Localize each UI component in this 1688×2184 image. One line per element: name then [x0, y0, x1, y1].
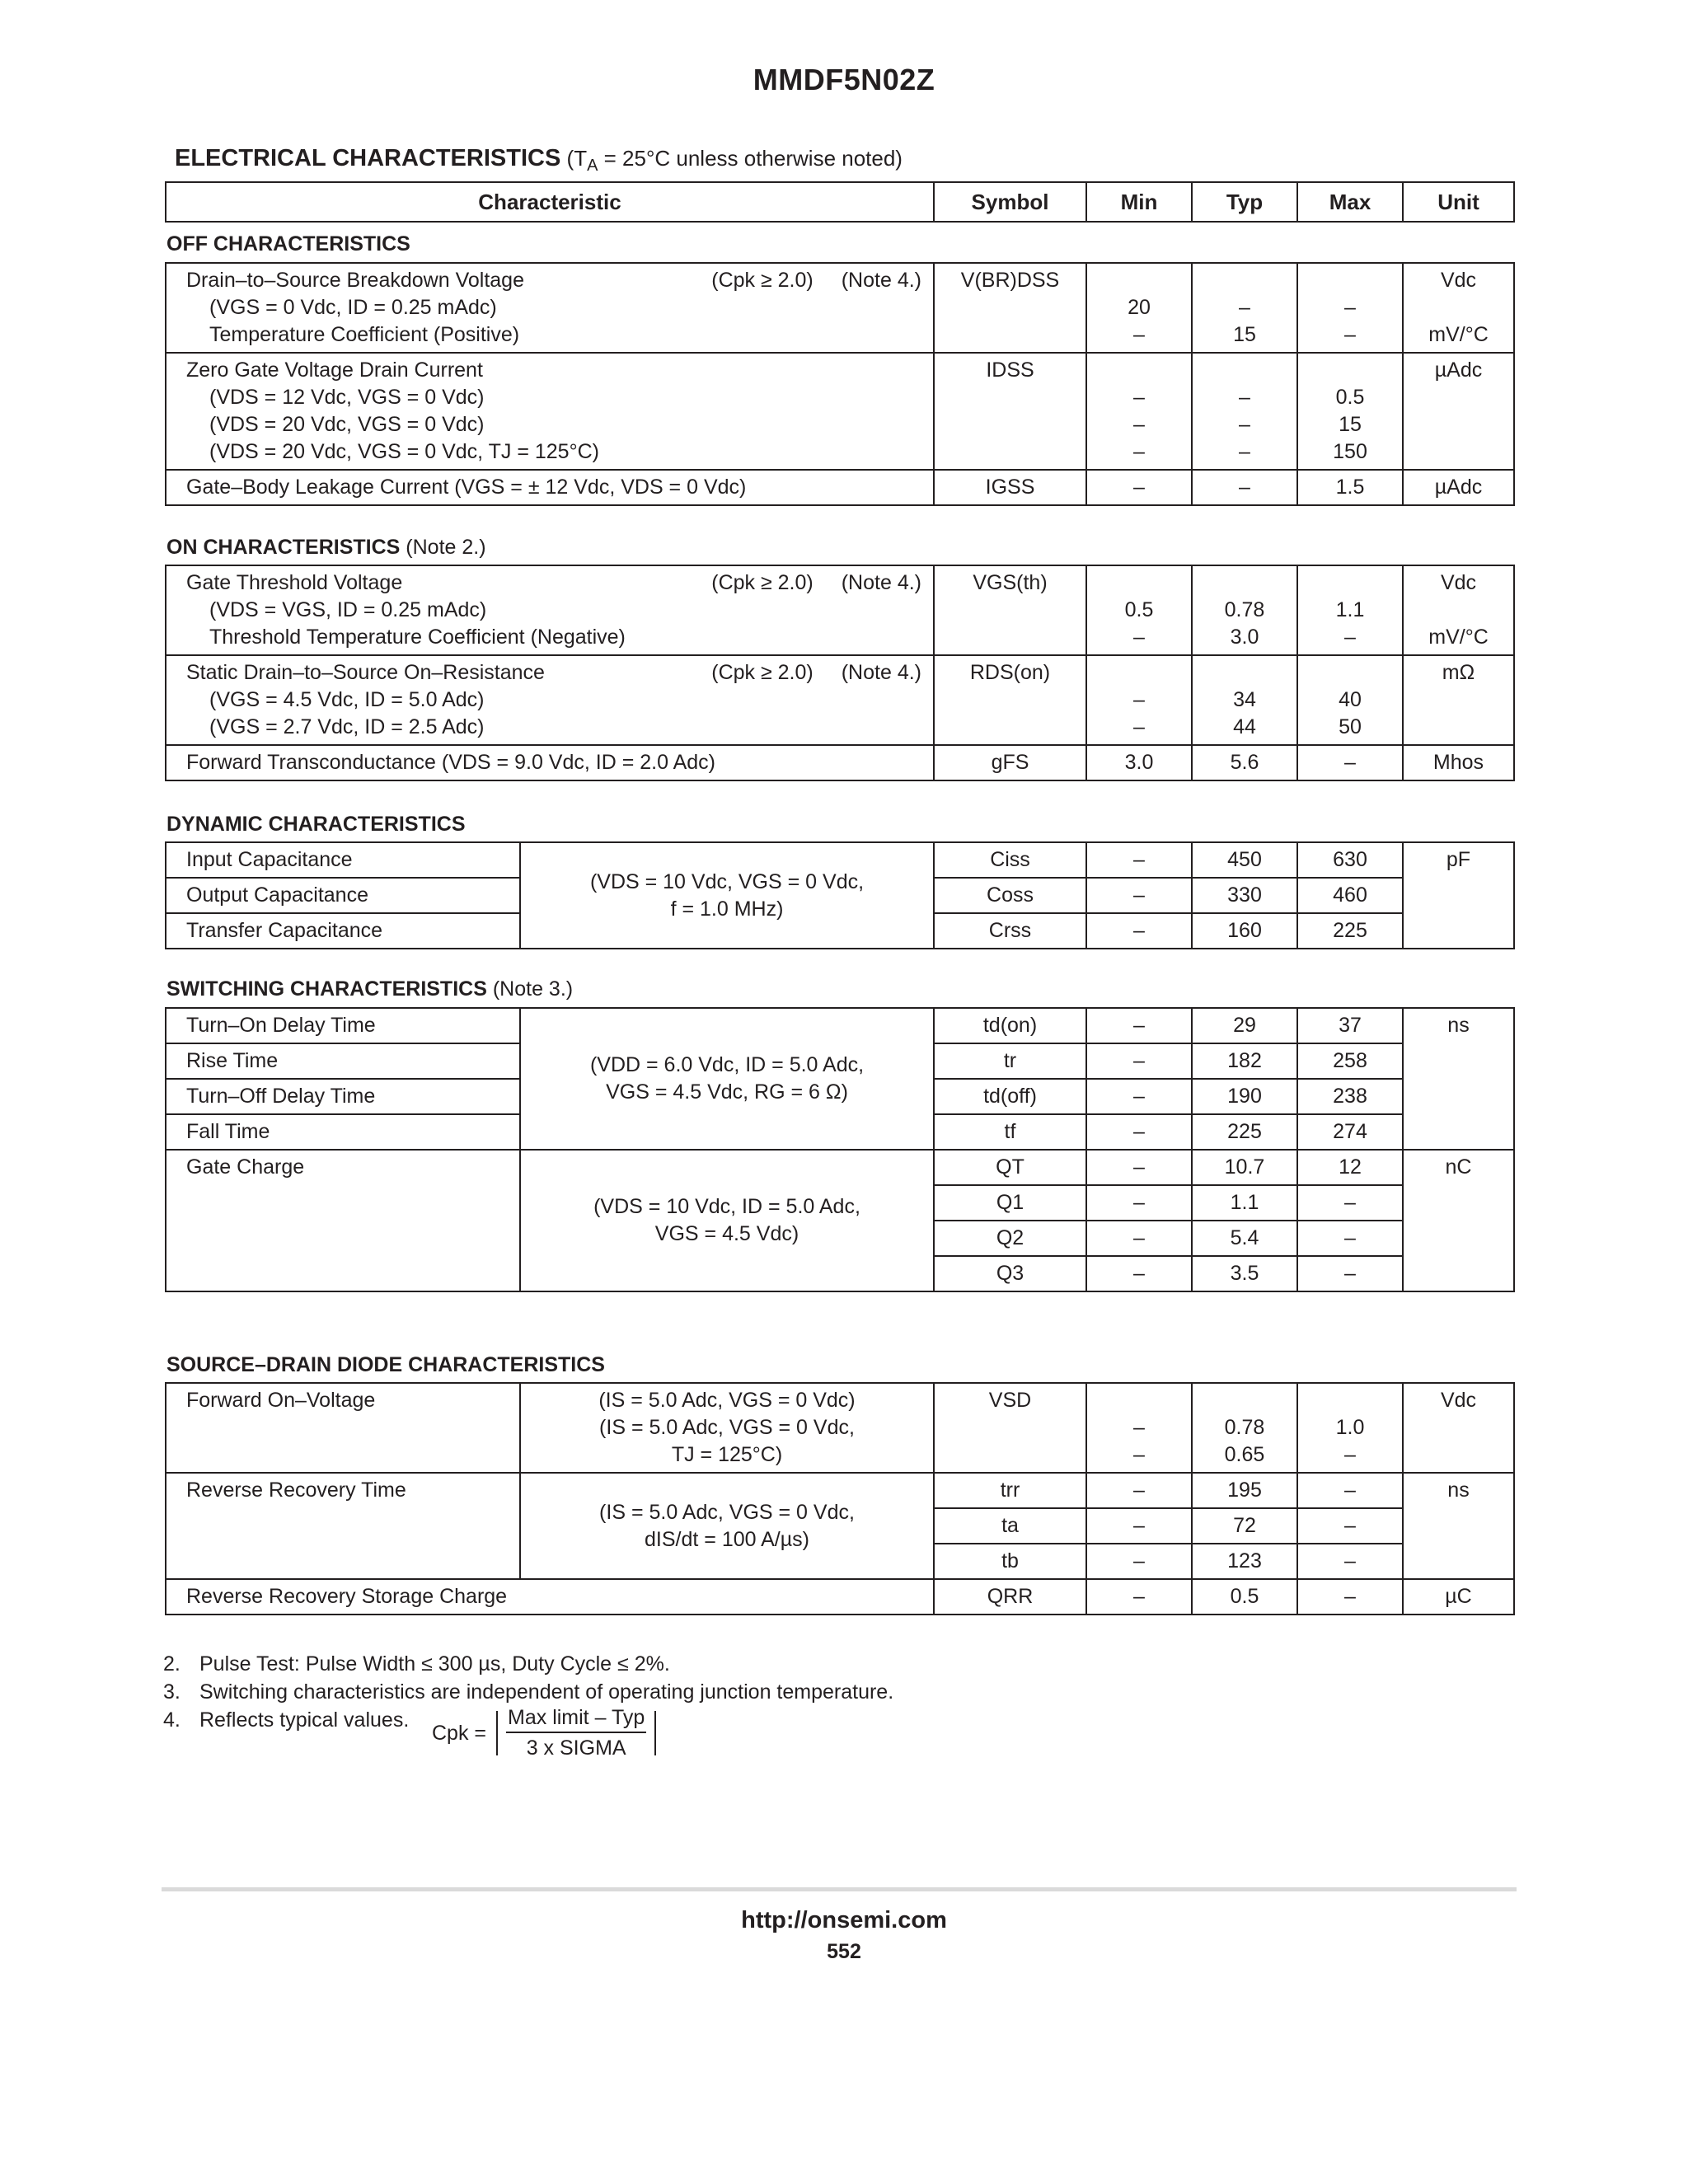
gate-charge-characteristic: Gate Charge	[166, 1150, 520, 1291]
igss-max: 1.5	[1297, 470, 1403, 505]
bvdss-min: 20 –	[1086, 263, 1192, 353]
q1-typ: 1.1	[1192, 1185, 1297, 1221]
tb-typ: 123	[1192, 1544, 1297, 1579]
idss-unit: µAdc	[1403, 353, 1514, 470]
qt-symbol: QT	[934, 1150, 1086, 1185]
qt-max: 12	[1297, 1150, 1403, 1185]
q2-min: –	[1086, 1221, 1192, 1256]
gfs-min: 3.0	[1086, 745, 1192, 780]
table-row	[166, 1008, 1514, 1043]
switching-test-conditions: (VDD = 6.0 Vdc, ID = 5.0 Adc, VGS = 4.5 Vdc, RG = 6 Ω)	[520, 1008, 934, 1150]
switching-characteristics-table	[165, 1007, 1515, 1292]
table-row	[166, 745, 1514, 780]
q2-max: –	[1297, 1221, 1403, 1256]
tdon-symbol: td(on)	[934, 1008, 1086, 1043]
tdon-typ: 29	[1192, 1008, 1297, 1043]
q3-max: –	[1297, 1256, 1403, 1291]
page-number: 552	[827, 1940, 861, 1963]
tdoff-typ: 190	[1192, 1079, 1297, 1114]
section-dynamic-title: DYNAMIC CHARACTERISTICS	[166, 813, 466, 836]
section-switching-title: SWITCHING CHARACTERISTICS (Note 3.)	[166, 977, 574, 1001]
q1-min: –	[1086, 1185, 1192, 1221]
ciss-max: 630	[1297, 842, 1403, 878]
bvdss-characteristic: Drain–to–Source Breakdown Voltage (Cpk ≥ 2.0) (Note 4.) (VGS = 0 Vdc, ID = 0.25 mAdc) Temperature Coefficient (Positive)	[166, 263, 934, 353]
trr-unit: ns	[1403, 1473, 1514, 1579]
gfs-unit: Mhos	[1403, 745, 1514, 780]
table-row	[166, 1150, 1514, 1185]
tdon-characteristic: Turn–On Delay Time	[166, 1008, 520, 1043]
q2-symbol: Q2	[934, 1221, 1086, 1256]
tf-typ: 225	[1192, 1114, 1297, 1150]
vgsth-max: 1.1 –	[1297, 565, 1403, 655]
bvdss-symbol: V(BR)DSS	[934, 263, 1086, 353]
section-on-title: ON CHARACTERISTICS (Note 2.)	[166, 536, 486, 559]
tf-characteristic: Fall Time	[166, 1114, 520, 1150]
gfs-symbol: gFS	[934, 745, 1086, 780]
tb-max: –	[1297, 1544, 1403, 1579]
q1-max: –	[1297, 1185, 1403, 1221]
dynamic-unit: pF	[1403, 842, 1514, 949]
gate-charge-unit: nC	[1403, 1150, 1514, 1291]
qrr-max: –	[1297, 1579, 1403, 1615]
tb-symbol: tb	[934, 1544, 1086, 1579]
table-row	[166, 565, 1514, 655]
qrr-characteristic: Reverse Recovery Storage Charge	[166, 1579, 934, 1615]
idss-typ: – – –	[1192, 353, 1297, 470]
table-row	[166, 353, 1514, 470]
cpk-fraction: $\frac{\text{Max limit – Typ}}{\text{3 x SIGMA}}$	[508, 1706, 645, 1760]
table-row	[166, 842, 1514, 878]
vsd-unit: Vdc	[1403, 1383, 1514, 1473]
ta-max: –	[1297, 1508, 1403, 1544]
vsd-characteristic: Forward On–Voltage	[166, 1383, 520, 1473]
vgsth-unit: Vdc mV/°C	[1403, 565, 1514, 655]
switching-unit: ns	[1403, 1008, 1514, 1150]
column-header-table	[165, 181, 1515, 223]
trr-max: –	[1297, 1473, 1403, 1508]
trr-symbol: trr	[934, 1473, 1086, 1508]
tb-min: –	[1086, 1544, 1192, 1579]
ciss-typ: 450	[1192, 842, 1297, 878]
vgsth-typ: 0.78 3.0	[1192, 565, 1297, 655]
table-row	[166, 470, 1514, 505]
coss-min: –	[1086, 878, 1192, 913]
rdson-symbol: RDS(on)	[934, 655, 1086, 745]
section-off-title: OFF CHARACTERISTICS	[166, 232, 410, 255]
gate-charge-test-conditions: (VDS = 10 Vdc, ID = 5.0 Adc, VGS = 4.5 Vdc)	[520, 1150, 934, 1291]
crss-max: 225	[1297, 913, 1403, 949]
bvdss-typ: – 15	[1192, 263, 1297, 353]
tr-max: 258	[1297, 1043, 1403, 1079]
table-row	[166, 263, 1514, 353]
crss-symbol: Crss	[934, 913, 1086, 949]
on-characteristics-table	[165, 565, 1515, 781]
igss-symbol: IGSS	[934, 470, 1086, 505]
idss-min: – – –	[1086, 353, 1192, 470]
col-symbol: Symbol	[934, 182, 1086, 222]
tr-symbol: tr	[934, 1043, 1086, 1079]
trr-characteristic: Reverse Recovery Time	[166, 1473, 520, 1579]
footer-url-link[interactable]: http://onsemi.com	[741, 1907, 947, 1933]
footer-divider	[162, 1887, 1517, 1891]
tdoff-min: –	[1086, 1079, 1192, 1114]
idss-max: 0.5 15 150	[1297, 353, 1403, 470]
trr-typ: 195	[1192, 1473, 1297, 1508]
table-row	[166, 1383, 1514, 1473]
trr-min: –	[1086, 1473, 1192, 1508]
ciss-characteristic: Input Capacitance	[166, 842, 520, 878]
tr-typ: 182	[1192, 1043, 1297, 1079]
q1-symbol: Q1	[934, 1185, 1086, 1221]
rdson-unit: mΩ	[1403, 655, 1514, 745]
tr-min: –	[1086, 1043, 1192, 1079]
table-row	[166, 1579, 1514, 1615]
idss-characteristic: Zero Gate Voltage Drain Current (VDS = 12 Vdc, VGS = 0 Vdc) (VDS = 20 Vdc, VGS = 0 Vdc) (VDS = 20 Vdc, VGS = 0 Vdc, TJ = 125°C)	[166, 353, 934, 470]
gfs-typ: 5.6	[1192, 745, 1297, 780]
vsd-max: 1.0 –	[1297, 1383, 1403, 1473]
bvdss-max: – –	[1297, 263, 1403, 353]
crss-min: –	[1086, 913, 1192, 949]
tdoff-max: 238	[1297, 1079, 1403, 1114]
tr-characteristic: Rise Time	[166, 1043, 520, 1079]
crss-typ: 160	[1192, 913, 1297, 949]
ta-typ: 72	[1192, 1508, 1297, 1544]
ciss-min: –	[1086, 842, 1192, 878]
diode-characteristics-table	[165, 1382, 1515, 1615]
igss-min: –	[1086, 470, 1192, 505]
gfs-characteristic: Forward Transconductance (VDS = 9.0 Vdc, ID = 2.0 Adc)	[166, 745, 934, 780]
tdoff-characteristic: Turn–Off Delay Time	[166, 1079, 520, 1114]
vsd-min: – –	[1086, 1383, 1192, 1473]
coss-typ: 330	[1192, 878, 1297, 913]
rdson-min: – –	[1086, 655, 1192, 745]
crss-characteristic: Transfer Capacitance	[166, 913, 520, 949]
ta-symbol: ta	[934, 1508, 1086, 1544]
col-max: Max	[1297, 182, 1403, 222]
q3-symbol: Q3	[934, 1256, 1086, 1291]
col-typ: Typ	[1192, 182, 1297, 222]
tdon-max: 37	[1297, 1008, 1403, 1043]
abs-bar-right	[654, 1711, 656, 1755]
vsd-test-conditions: (IS = 5.0 Adc, VGS = 0 Vdc) (IS = 5.0 Adc, VGS = 0 Vdc, TJ = 125°C)	[520, 1383, 934, 1473]
idss-symbol: IDSS	[934, 353, 1086, 470]
igss-typ: –	[1192, 470, 1297, 505]
dynamic-test-conditions: (VDS = 10 Vdc, VGS = 0 Vdc, f = 1.0 MHz)	[520, 842, 934, 949]
qrr-symbol: QRR	[934, 1579, 1086, 1615]
rdson-max: 40 50	[1297, 655, 1403, 745]
coss-characteristic: Output Capacitance	[166, 878, 520, 913]
off-characteristics-table	[165, 262, 1515, 506]
section-heading: ELECTRICAL CHARACTERISTICS ($T_A = 25^\circ C$ unless otherwise noted)	[175, 145, 903, 175]
qt-min: –	[1086, 1150, 1192, 1185]
footnote: 3. Switching characteristics are independent of operating junction temperature.	[163, 1680, 894, 1704]
rdson-typ: 34 44	[1192, 655, 1297, 745]
col-characteristic: Characteristic	[166, 182, 934, 222]
igss-characteristic: Gate–Body Leakage Current (VGS = ± 12 Vdc, VDS = 0 Vdc)	[166, 470, 934, 505]
footnote: 2. Pulse Test: Pulse Width ≤ 300 µs, Duty Cycle ≤ 2%.	[163, 1652, 670, 1675]
vgsth-min: 0.5 –	[1086, 565, 1192, 655]
ta-min: –	[1086, 1508, 1192, 1544]
tdoff-symbol: td(off)	[934, 1079, 1086, 1114]
vsd-typ: 0.78 0.65	[1192, 1383, 1297, 1473]
tf-symbol: tf	[934, 1114, 1086, 1150]
vgsth-characteristic: Gate Threshold Voltage (Cpk ≥ 2.0) (Note 4.) (VDS = VGS, ID = 0.25 mAdc) Threshold Temperature Coefficient (Negative)	[166, 565, 934, 655]
coss-symbol: Coss	[934, 878, 1086, 913]
abs-bar-left	[496, 1711, 498, 1755]
qrr-min: –	[1086, 1579, 1192, 1615]
qt-typ: 10.7	[1192, 1150, 1297, 1185]
col-unit: Unit	[1403, 182, 1514, 222]
gfs-max: –	[1297, 745, 1403, 780]
rdson-characteristic: Static Drain–to–Source On–Resistance (Cpk ≥ 2.0) (Note 4.) (VGS = 4.5 Vdc, ID = 5.0 Adc) (VGS = 2.7 Vdc, ID = 2.5 Adc)	[166, 655, 934, 745]
tdon-min: –	[1086, 1008, 1192, 1043]
trr-test-conditions: (IS = 5.0 Adc, VGS = 0 Vdc, dIS/dt = 100 A/µs)	[520, 1473, 934, 1579]
ciss-symbol: Ciss	[934, 842, 1086, 878]
bvdss-unit: Vdc mV/°C	[1403, 263, 1514, 353]
q3-typ: 3.5	[1192, 1256, 1297, 1291]
page-title: MMDF5N02Z	[753, 63, 935, 96]
vgsth-symbol: VGS(th)	[934, 565, 1086, 655]
qrr-unit: µC	[1403, 1579, 1514, 1615]
col-min: Min	[1086, 182, 1192, 222]
tf-max: 274	[1297, 1114, 1403, 1150]
vsd-symbol: VSD	[934, 1383, 1086, 1473]
table-row	[166, 655, 1514, 745]
coss-max: 460	[1297, 878, 1403, 913]
q2-typ: 5.4	[1192, 1221, 1297, 1256]
qrr-typ: 0.5	[1192, 1579, 1297, 1615]
igss-unit: µAdc	[1403, 470, 1514, 505]
dynamic-characteristics-table	[165, 841, 1515, 949]
tf-min: –	[1086, 1114, 1192, 1150]
q3-min: –	[1086, 1256, 1192, 1291]
table-row	[166, 1473, 1514, 1508]
cpk-formula: Cpk = $\frac{\text{Max limit – Typ}}{\text{3 x SIGMA}}$	[432, 1706, 656, 1760]
footnote: 4. Reflects typical values.	[163, 1708, 410, 1732]
section-diode-title: SOURCE–DRAIN DIODE CHARACTERISTICS	[166, 1353, 605, 1376]
